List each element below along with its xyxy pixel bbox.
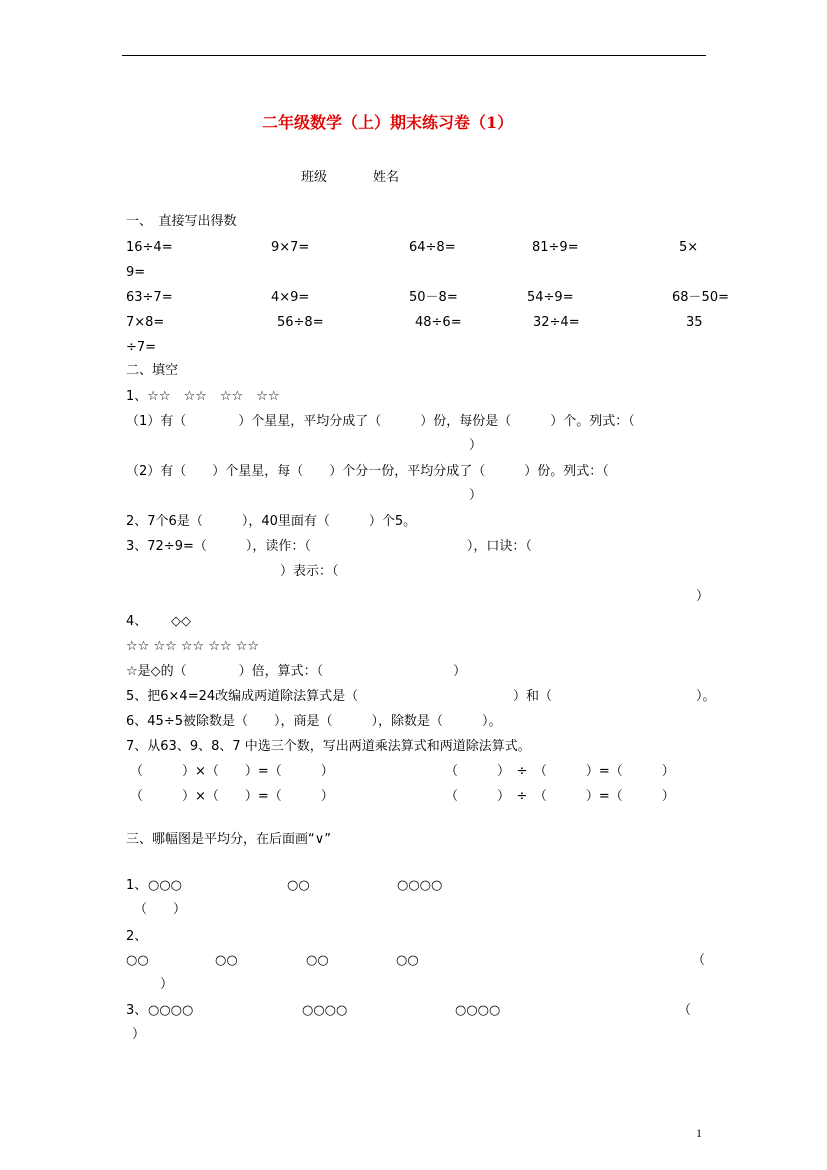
q3-close: ） [696,589,710,604]
q6-text: 6、45÷5被除数是（ ），商是（ ），除数是（ ）。 [126,714,502,729]
circle-group: ○○○○ [397,878,443,893]
q5-text-b: ）和（ [513,689,553,704]
circle-group: ○○○○ [302,1003,348,1018]
calc-item: 54÷9= [527,290,574,305]
s3-q3-label: 3、 [126,1003,148,1018]
s3-q3-close: ） [132,1027,146,1042]
q3-text: 3、72÷9=（ ），读作：（ ），口诀：（ [126,539,532,554]
calc-item: 63÷7= [126,290,173,305]
calc-item: 50－8= [409,290,458,305]
q4-stars: ☆☆ ☆☆ ☆☆ ☆☆ ☆☆ [126,639,260,654]
q3-line2: ）表示：（ [280,564,339,579]
header-rule [122,55,706,56]
q7-text: 7、从63、9、8、7 中选三个数，写出两道乘法算式和两道除法算式。 [126,739,531,754]
q2-text: 2、7个6是（ ），40里面有（ ）个5。 [126,514,417,529]
calc-item: 7×8= [126,315,165,330]
page-title: 二年级数学（上）期末练习卷（1） [262,113,514,132]
q1-part2: （2）有（ ）个星星，每（ ）个分一份，平均分成了（ ）份。列式：（ [126,464,609,479]
s3-q2-label: 2、 [126,929,148,944]
circle-group: ○○ [126,953,149,968]
calc-item: 68－50= [672,290,729,305]
page-number: 1 [696,1126,702,1140]
circle-group: ○○○○ [455,1003,501,1018]
circle-group: ○○ [306,953,329,968]
q4-label: 4、 [126,614,148,629]
calc-item-wrap: 9= [126,265,146,280]
q4-diamonds: ◇◇ [171,614,191,629]
q5-text-a: 5、把6×4=24改编成两道除法算式是（ [126,689,359,704]
calc-item: 64÷8= [409,240,456,255]
calc-item: 9×7= [271,240,310,255]
circle-group: ○○○○ [148,1003,194,1018]
circle-group: ○○○ [148,878,183,893]
calc-item: 56÷8= [277,315,324,330]
s3-q1-answer: （ ） [134,902,187,917]
q7-mult-row: （ ）×（ ）=（ ） [130,764,334,779]
calc-item: 32÷4= [533,315,580,330]
q7-div-row: （ ） ÷ （ ）=（ ） [445,764,675,779]
q4-text: ☆是◇的（ ）倍，算式：（ ） [126,664,467,679]
calc-item: 81÷9= [532,240,579,255]
q7-div-row: （ ） ÷ （ ）=（ ） [445,789,675,804]
circle-group: ○○ [215,953,238,968]
calc-item: 48÷6= [415,315,462,330]
s3-q2-close: ） [160,977,174,992]
q7-mult-row: （ ）×（ ）=（ ） [130,789,334,804]
section2-heading: 二、填空 [126,363,179,378]
calc-item-wrap: ÷7= [126,340,157,355]
calc-item: 35 [686,315,703,330]
q1-part2-close: ） [469,488,483,503]
name-label: 姓名 [373,170,400,185]
calc-item: 5× [679,240,699,255]
circle-group: ○○ [396,953,419,968]
calc-item: 16÷4= [126,240,173,255]
s3-q3-open: （ [678,1003,692,1018]
circle-group: ○○ [287,878,310,893]
q1-stars: 1、☆☆ ☆☆ ☆☆ ☆☆ [126,389,280,404]
s3-q1-label: 1、 [126,878,148,893]
section3-heading: 三、哪幅图是平均分，在后面画“∨” [126,832,331,847]
class-label: 班级 [301,170,328,185]
q1-part1-close: ） [469,438,483,453]
q1-part1: （1）有（ ）个星星，平均分成了（ ）份，每份是（ ）个。列式：（ [126,414,635,429]
section1-heading: 一、 直接写出得数 [126,214,237,229]
q5-text-c: ）。 [696,689,716,704]
calc-item: 4×9= [271,290,310,305]
s3-q2-open: （ [692,953,706,968]
